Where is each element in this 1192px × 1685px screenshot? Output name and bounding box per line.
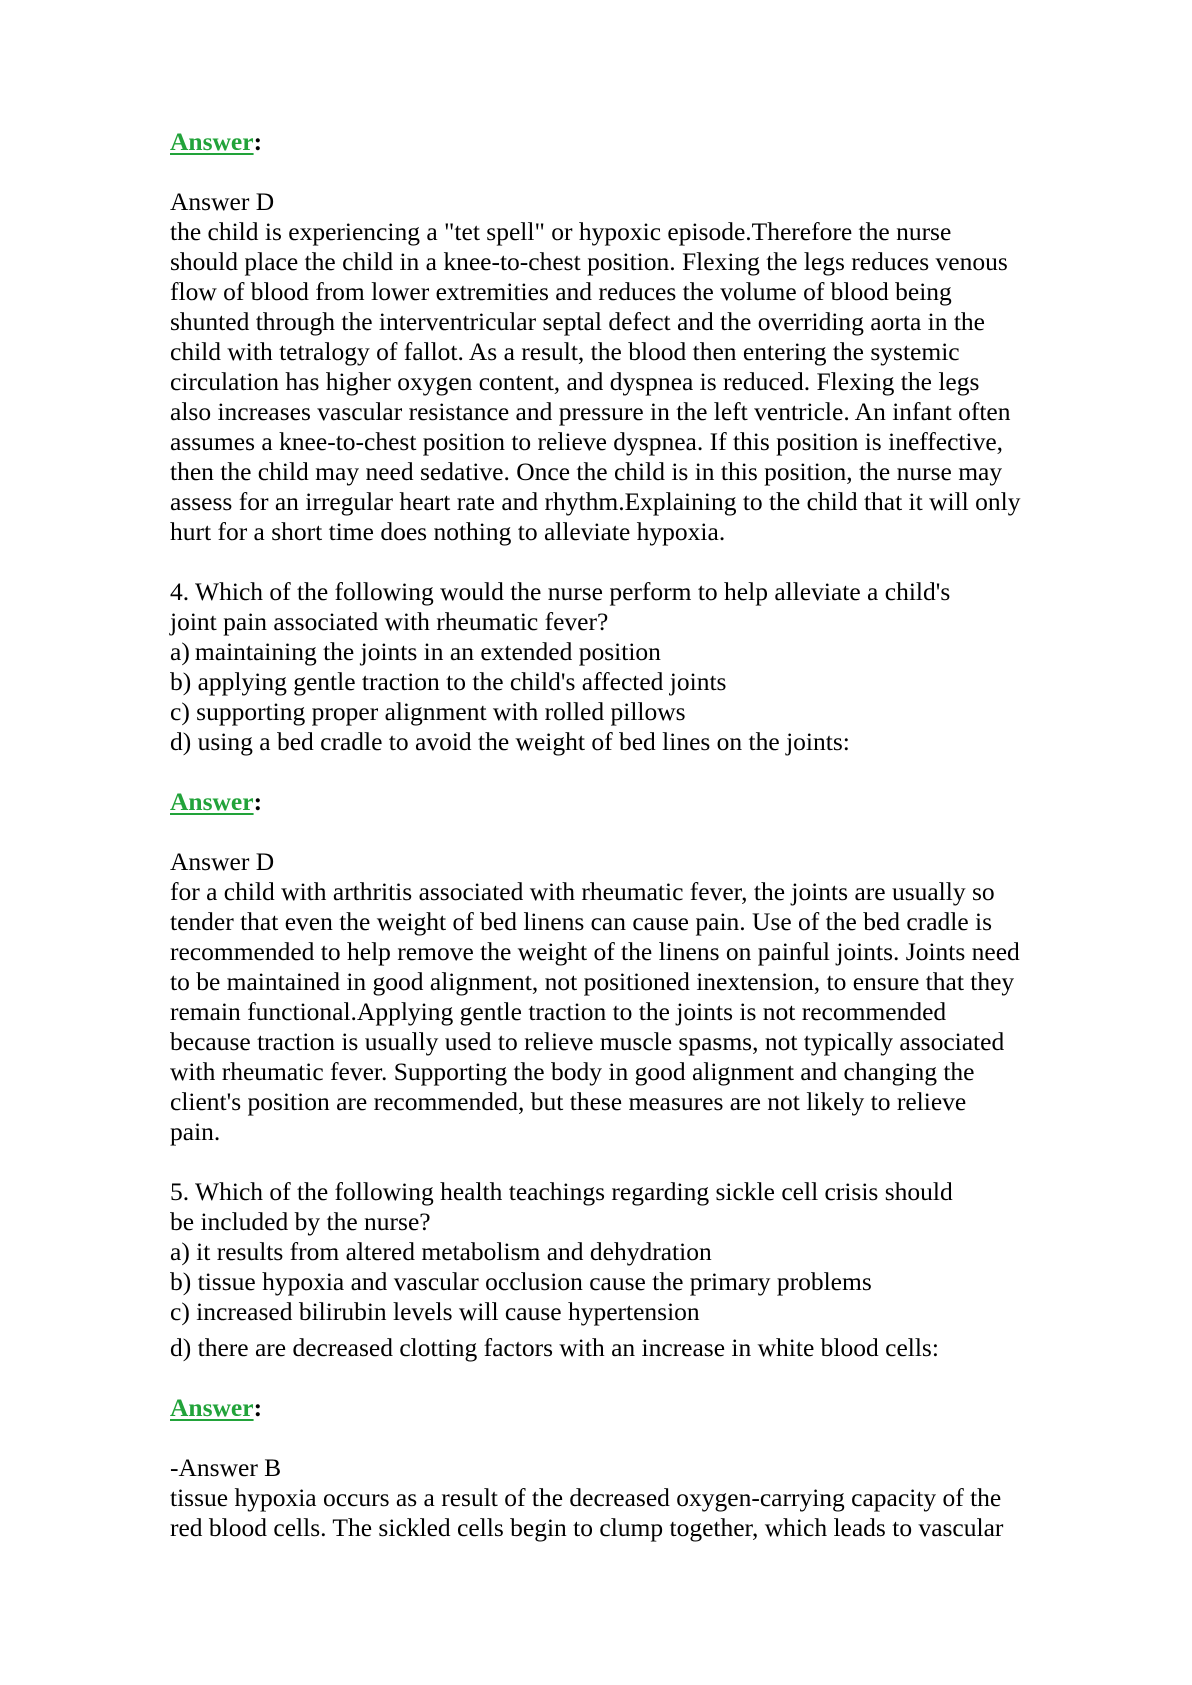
answer-label: Answer D: [170, 847, 275, 876]
answer-heading: [170, 1393, 262, 1423]
answer-colon: :: [253, 1393, 263, 1422]
explanation-line: should place the child in a knee-to-chest position. Flexing the legs reduces venous: [170, 247, 1008, 276]
question-option: b) applying gentle traction to the child's affected joints: [170, 667, 727, 696]
question-option: b) tissue hypoxia and vascular occlusion cause the primary problems: [170, 1267, 872, 1296]
explanation-line: remain functional.Applying gentle traction to the joints is not recommended: [170, 997, 947, 1026]
explanation-line: then the child may need sedative. Once the child is in this position, the nurse may: [170, 457, 1003, 486]
explanation-line: tender that even the weight of bed linens can cause pain. Use of the bed cradle is: [170, 907, 993, 936]
answer-heading: [170, 127, 262, 157]
answer-heading: [170, 787, 262, 817]
explanation-line: child with tetralogy of fallot. As a result, the blood then entering the systemic: [170, 337, 960, 366]
explanation-line: pain.: [170, 1117, 221, 1146]
question-stem: 5. Which of the following health teachings regarding sickle cell crisis should: [170, 1177, 953, 1206]
explanation-line: recommended to help remove the weight of the linens on painful joints. Joints need: [170, 937, 1020, 966]
explanation-line: assumes a knee-to-chest position to relieve dyspnea. If this position is ineffective,: [170, 427, 1004, 456]
question-stem: be included by the nurse?: [170, 1207, 431, 1236]
question-stem: joint pain associated with rheumatic fever?: [170, 607, 609, 636]
answer-colon: :: [253, 127, 263, 156]
explanation-line: for a child with arthritis associated with rheumatic fever, the joints are usually so: [170, 877, 995, 906]
question-option: d) there are decreased clotting factors with an increase in white blood cells:: [170, 1333, 939, 1362]
answer-colon: :: [253, 787, 263, 816]
question-option: a) maintaining the joints in an extended position: [170, 637, 661, 666]
explanation-line: tissue hypoxia occurs as a result of the decreased oxygen-carrying capacity of the: [170, 1483, 1002, 1512]
question-option: c) increased bilirubin levels will cause hypertension: [170, 1297, 700, 1326]
question-option: a) it results from altered metabolism and dehydration: [170, 1237, 712, 1266]
explanation-line: flow of blood from lower extremities and reduces the volume of blood being: [170, 277, 952, 306]
question-option: c) supporting proper alignment with rolled pillows: [170, 697, 686, 726]
explanation-line: also increases vascular resistance and pressure in the left ventricle. An infant often: [170, 397, 1011, 426]
answer-label: -Answer B: [170, 1453, 282, 1482]
answer-link[interactable]: Answer: [170, 1393, 254, 1422]
answer-link[interactable]: Answer: [170, 127, 254, 156]
answer-label: Answer D: [170, 187, 275, 216]
explanation-line: shunted through the interventricular septal defect and the overriding aorta in the: [170, 307, 986, 336]
explanation-line: hurt for a short time does nothing to alleviate hypoxia.: [170, 517, 726, 546]
explanation-line: client's position are recommended, but these measures are not likely to relieve: [170, 1087, 967, 1116]
explanation-line: red blood cells. The sickled cells begin to clump together, which leads to vascular: [170, 1513, 1004, 1542]
explanation-line: circulation has higher oxygen content, and dyspnea is reduced. Flexing the legs: [170, 367, 980, 396]
explanation-line: the child is experiencing a "tet spell" or hypoxic episode.Therefore the nurse: [170, 217, 952, 246]
explanation-line: because traction is usually used to relieve muscle spasms, not typically associated: [170, 1027, 1005, 1056]
question-option: d) using a bed cradle to avoid the weight of bed lines on the joints:: [170, 727, 850, 756]
question-stem: 4. Which of the following would the nurse perform to help alleviate a child's: [170, 577, 951, 606]
explanation-line: with rheumatic fever. Supporting the body in good alignment and changing the: [170, 1057, 975, 1086]
explanation-line: to be maintained in good alignment, not positioned inextension, to ensure that they: [170, 967, 1015, 996]
explanation-line: assess for an irregular heart rate and rhythm.Explaining to the child that it will only: [170, 487, 1021, 516]
answer-link[interactable]: Answer: [170, 787, 254, 816]
